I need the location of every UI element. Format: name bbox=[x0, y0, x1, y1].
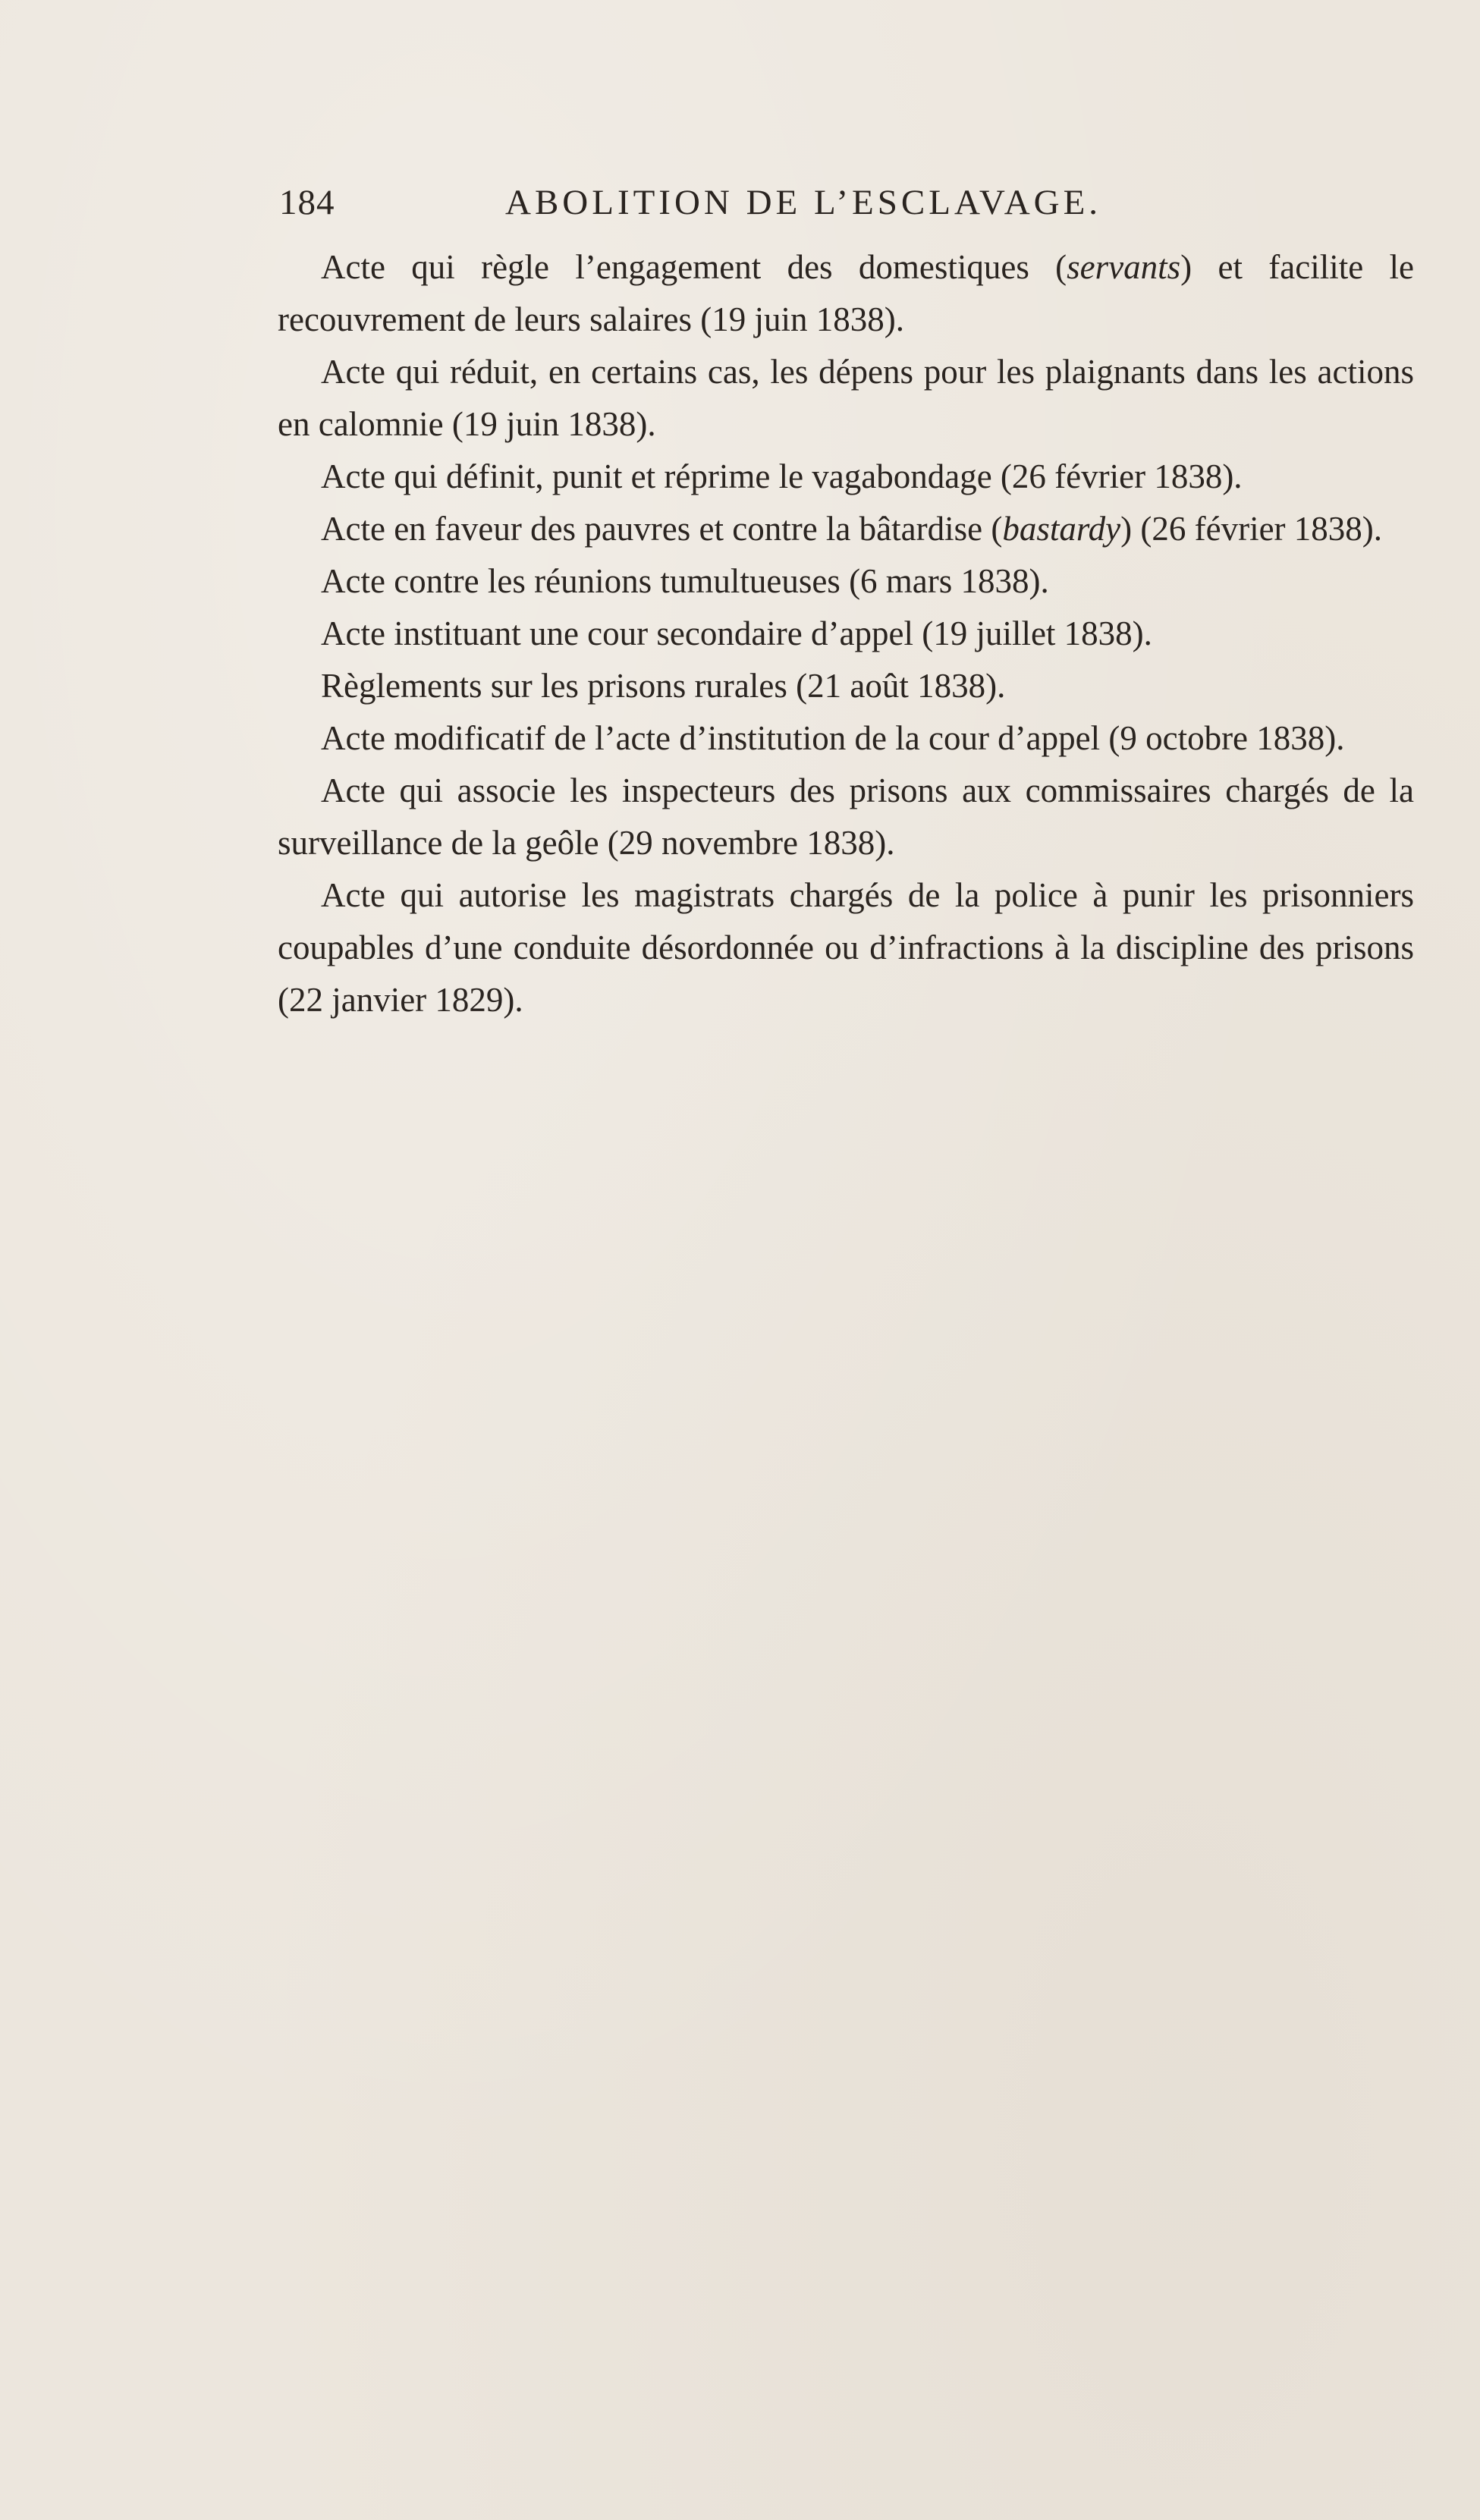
entry-text: Acte qui règle l’engagement des domestiques ( bbox=[321, 248, 1067, 286]
entry-text: Acte en faveur des pauvres et contre la bâtardise ( bbox=[321, 510, 1003, 548]
list-item: Acte qui définit, punit et réprime le vagabondage (26 février 1838). bbox=[321, 457, 1243, 495]
list-item: Règlements sur les prisons rurales (21 août 1838). bbox=[321, 667, 1006, 705]
list-item: Acte instituant une cour secondaire d’appel (19 juillet 1838). bbox=[321, 614, 1152, 652]
list-item: Acte contre les réunions tumultueuses (6 mars 1838). bbox=[321, 562, 1049, 600]
legislation-list bbox=[278, 241, 1414, 1026]
entry-text: ) et facilite le recouvrement de leurs salaires (19 juin 1838). bbox=[278, 248, 1414, 338]
entry-italic-term: servants bbox=[1067, 248, 1181, 286]
list-item: Acte qui autorise les magistrats chargés de la police à punir les prisonniers coupables d’une conduite désordonnée ou d’infractions à la discipline des prisons (22 janvier 1829). bbox=[278, 876, 1414, 1019]
list-item: Acte modificatif de l’acte d’institution de la cour d’appel (9 octobre 1838). bbox=[321, 719, 1345, 757]
list-item: Acte qui réduit, en certains cas, les dépens pour les plaignants dans les actions en calomnie (19 juin 1838). bbox=[278, 353, 1414, 443]
entry-italic-term: bastardy bbox=[1002, 510, 1121, 548]
running-title: ABOLITION DE L’ESCLAVAGE. bbox=[505, 183, 1102, 222]
page-number: 184 bbox=[279, 183, 335, 222]
page-header bbox=[279, 182, 1189, 228]
list-item bbox=[278, 241, 1414, 346]
entry-text: ) (26 février 1838). bbox=[1120, 510, 1383, 548]
list-item: Acte qui associe les inspecteurs des prisons aux commissaires chargés de la surveillance de la geôle (29 novembre 1838). bbox=[278, 771, 1414, 862]
list-item bbox=[278, 503, 1414, 555]
